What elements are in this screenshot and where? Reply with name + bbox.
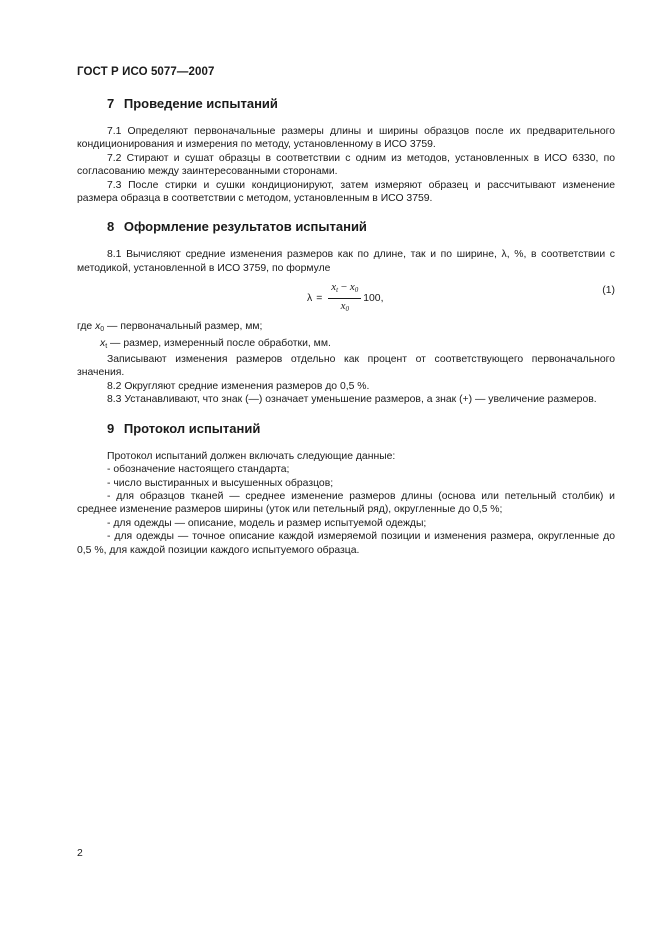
section-8-number: 8 [107,219,115,235]
where-x0-text: — первоначальный размер, мм; [104,321,263,333]
formula-1 [77,282,615,314]
section-7 [77,96,615,205]
section-8-title: Оформление результатов испытаний [123,219,367,235]
numerator-var-b: x [349,280,355,293]
where-x0-var: x [95,321,101,333]
section-7-number: 7 [107,96,115,111]
where-xt-sub: t [105,342,108,350]
numerator-var-a: x [331,280,337,293]
formula-denominator [341,299,349,316]
document-body [77,96,615,571]
section-8 [77,219,615,406]
section-7-heading [77,96,615,112]
formula-numerator [328,281,361,299]
section-9-number: 9 [107,420,115,436]
paragraph-7-3: 7.3 После стирки и сушки кондиционируют, затем измеряют образец и рассчитывают изменение размера образца в соответствии с методом, установленным в ИСО 3759. [77,179,615,205]
numerator-minus: − [338,280,350,293]
where-x0 [77,320,615,336]
formula-equals: = [316,292,323,304]
formula-lambda: λ [307,292,313,304]
section-9-heading [77,421,615,437]
numerator-sub-a: t [336,285,339,294]
where-xt [77,337,615,353]
page-number: 2 [77,848,83,859]
document-header: ГОСТ Р ИСО 5077—2007 [77,66,215,78]
paragraph-8-1: 8.1 Вычисляют средние изменения размеров как по длине, так и по ширине, λ, %, в соответствии с методикой, установленной в ИСО 3759, по формуле [77,249,615,274]
section-8-heading [77,219,615,235]
where-x0-sub: 0 [100,326,105,334]
where-prefix: где [77,321,96,333]
list-item: - для одежды — точное описание каждой измеряемой позиции и изменения размера, округленные до 0,5 %, для каждой позиции каждого испытуемого образца. [77,531,615,556]
paragraph-7-1: 7.1 Определяют первоначальные размеры длины и ширины образцов после их предварительного кондиционирования и измерения по методу, установленному в ИСО 3759. [77,126,615,151]
formula-fraction [328,281,361,316]
formula-hundred: 100, [363,292,384,304]
list-item: - для одежды — описание, модель и размер испытуемой одежды; [107,517,427,529]
list-item: - для образцов тканей — среднее изменение размеров длины (основа или петельный столбик) и среднее изменение размеров ширины (уток или петельный ряд), округленные до 0,5 %; [77,490,615,516]
numerator-sub-b: 0 [354,285,359,294]
section-9-title: Протокол испытаний [123,420,261,436]
formula-expression [307,282,383,314]
formula-number: (1) [602,285,615,297]
protocol-intro: Протокол испытаний должен включать следующие данные: [107,450,396,462]
list-item: - обозначение настоящего стандарта; [107,464,290,476]
denominator-var: x [340,299,346,312]
where-xt-var: x [100,337,106,349]
paragraph-7-2: 7.2 Стирают и сушат образцы в соответствии с одним из методов, установленных в ИСО 6330, по согласованию между заинтересованными сторонами. [77,152,615,178]
list-item: - число выстиранных и высушенных образцов; [107,477,334,489]
paragraph-8-record: Записывают изменения размеров отдельно как процент от соответствующего первоначального значения. [77,354,615,379]
paragraph-8-2: 8.2 Округляют средние изменения размеров до 0,5 %. [107,380,370,392]
paragraph-8-3: 8.3 Устанавливают, что знак (—) означает уменьшение размеров, а знак (+) — увеличение размеров. [107,394,597,406]
section-7-title: Проведение испытаний [123,96,278,111]
denominator-sub: 0 [345,304,349,313]
section-9 [77,421,615,557]
where-xt-text: — размер, измеренный после обработки, мм. [107,337,331,349]
